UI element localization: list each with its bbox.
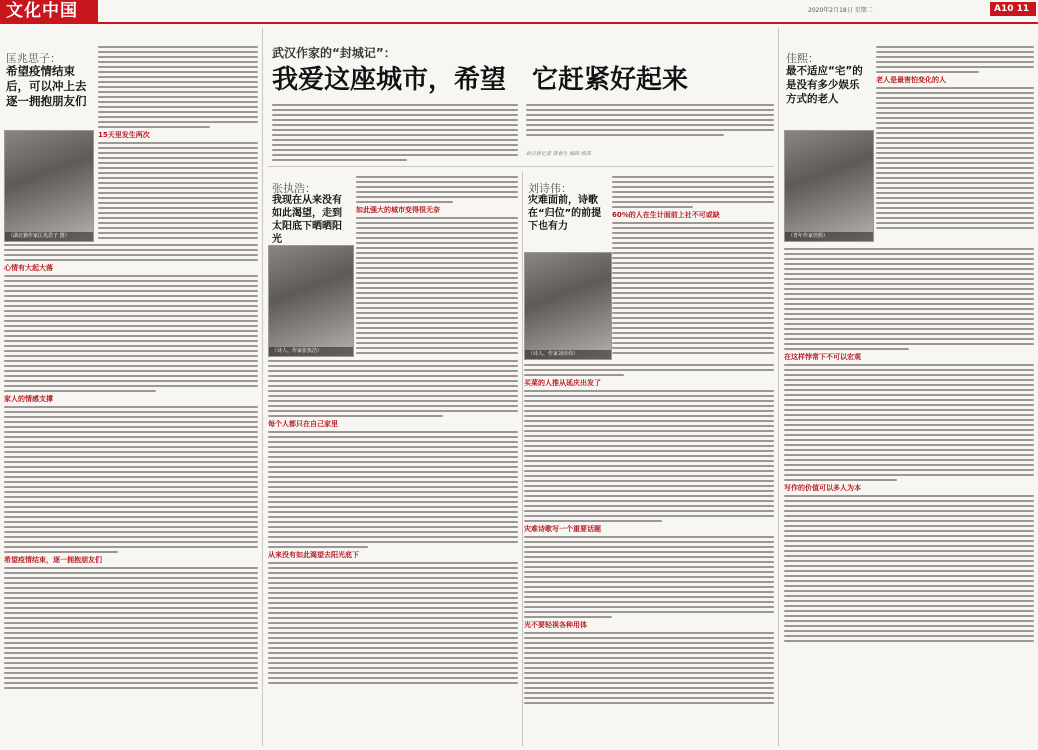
- story1-headline: 我现在从来没有如此渴望，走到太阳底下晒晒阳光: [272, 195, 342, 245]
- right-body-top: [876, 46, 1034, 246]
- center-byline: 新京报记者 聂春生 编辑 杨茜: [526, 151, 591, 157]
- center-lede: [272, 104, 518, 164]
- right-body-bottom: [784, 248, 1034, 744]
- left-headline: 希望疫情结束后，可以冲上去逐一拥抱朋友们: [6, 64, 87, 108]
- story2-subhead-2: 买菜的人推从延庆出发了: [524, 379, 601, 387]
- right-photo-caption: （青年作家佳熙）: [785, 232, 873, 241]
- masthead-date: 2020年2月18日 星期二: [808, 7, 873, 14]
- right-author: 佳熙：: [786, 52, 819, 65]
- left-subhead-2: 心情有大起大落: [4, 264, 53, 272]
- center-lede-rule: [268, 166, 774, 167]
- left-subhead-4: 希望疫情结束，逐一拥抱朋友们: [4, 556, 102, 564]
- right-subhead-3: 写作的价值可以多人为本: [784, 484, 861, 492]
- right-subhead-2: 在这样悖常下不可以宏观: [784, 353, 861, 361]
- right-subhead-1: 老人是最害怕变化的人: [876, 76, 946, 84]
- story1-photo-caption: （诗人、作家张执浩）: [269, 347, 353, 356]
- story1-body-a: [356, 176, 518, 356]
- story1-body-b: [268, 360, 518, 744]
- page-number: A10 11: [994, 4, 1030, 14]
- story2-author: 刘诗伟：: [528, 182, 572, 195]
- section-title: 文化中国: [6, 1, 78, 21]
- story2-photo: [524, 252, 612, 360]
- story2-body-a: [612, 176, 774, 360]
- left-body-top: [98, 46, 258, 241]
- left-subhead-1: 15天里发生两次: [98, 131, 150, 139]
- left-author-photo: [4, 130, 94, 242]
- left-subhead-3: 家人的情感支撑: [4, 395, 53, 403]
- center-kicker: 武汉作家的“封城记”：: [272, 46, 396, 60]
- story2-subhead-3: 灾难诗歌写一个重要话题: [524, 525, 601, 533]
- left-photo-caption: （湖北籍作家匡兆思子 图）: [5, 232, 93, 241]
- story2-subhead-4: 光不要轻视各种用体: [524, 621, 587, 629]
- story1-photo: [268, 245, 354, 357]
- center-story-divider: [522, 172, 523, 746]
- right-column-divider: [778, 28, 779, 746]
- right-headline: 最不适应“宅”的是没有多少娱乐方式的老人: [786, 65, 863, 105]
- left-column-divider: [262, 28, 263, 746]
- masthead-rule: [0, 22, 1038, 24]
- story1-subhead-3: 从来没有如此渴望去阳光底下: [268, 551, 359, 559]
- story1-subhead-1: 如此强大的城市变得很无奈: [356, 206, 440, 214]
- left-author: 匡兆思子：: [6, 52, 61, 65]
- center-lede-2: [526, 104, 774, 152]
- story1-author: 张执浩：: [272, 182, 316, 195]
- left-body-bottom: [4, 244, 258, 744]
- story2-body-b: [524, 364, 774, 744]
- center-headline: 我爱这座城市，希望 它赶紧好起来: [272, 65, 689, 95]
- story2-headline: 灾难面前，诗歌在“归位”的前提下也有力: [528, 195, 602, 232]
- story1-subhead-2: 每个人都只在自己家里: [268, 420, 338, 428]
- story2-photo-caption: （诗人、作家刘诗伟）: [525, 350, 611, 359]
- story2-subhead-1: 60%的人在生计面前上社不可或缺: [612, 211, 720, 219]
- right-author-photo: [784, 130, 874, 242]
